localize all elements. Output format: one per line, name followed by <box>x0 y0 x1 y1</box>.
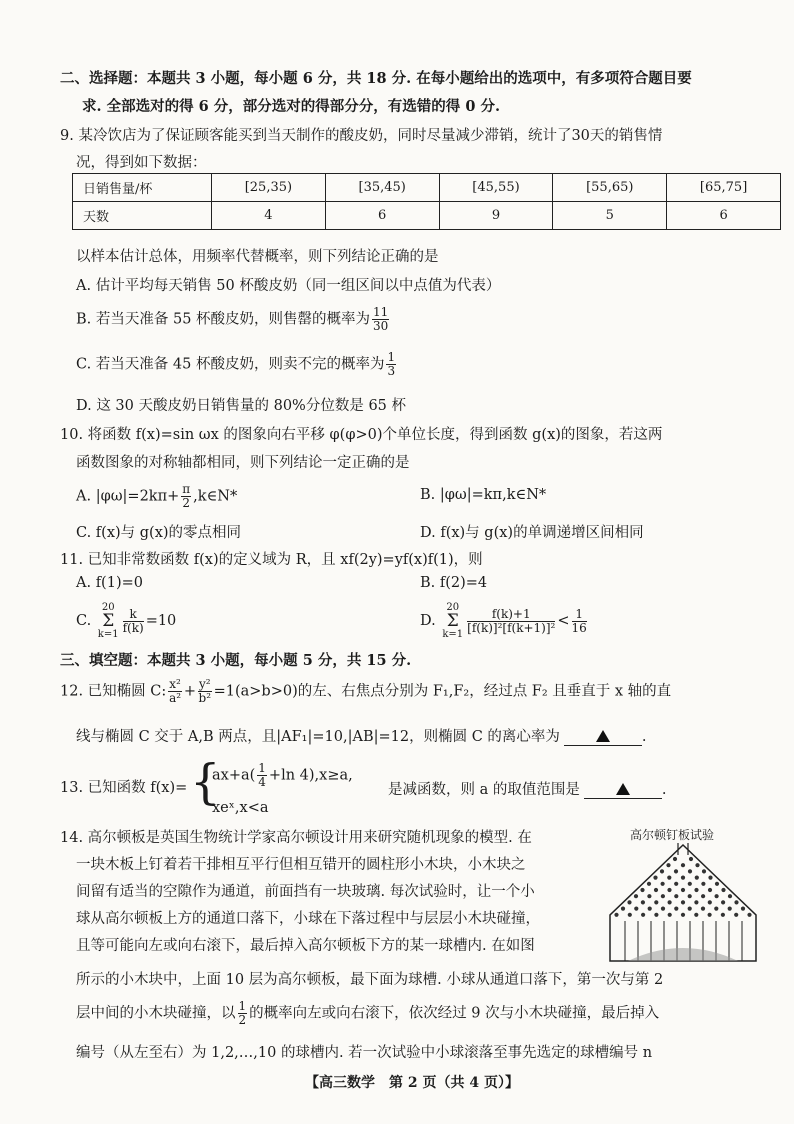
q11-option-c-label: C. <box>76 613 92 629</box>
q13-case1-post: +ln 4),x≥a, <box>268 767 353 784</box>
q11-line1: 11. 已知非常数函数 f(x)的定义域为 R，且 xf(2y)=yf(x)f(1)，则 <box>60 552 483 568</box>
fraction-num: 1 <box>258 761 266 775</box>
q14-line3: 间留有适当的空隙作为通道，前面挡有一块玻璃. 每次试验时，让一个小 <box>76 884 535 900</box>
table-cell: [25,35) <box>212 174 326 202</box>
q13-answer-blank[interactable] <box>584 782 662 799</box>
galton-peg <box>721 888 725 892</box>
q10-option-c: C. f(x)与 g(x)的零点相同 <box>76 525 242 541</box>
galton-figure-caption: 高尔顿钉板试验 <box>630 828 715 842</box>
q12-line1 <box>60 678 671 705</box>
q11-option-c-post: =10 <box>145 613 177 629</box>
galton-peg <box>674 869 678 873</box>
galton-peg <box>715 894 719 898</box>
q14-line7-post: 的概率向左或向右滚下，依次经过 9 次与小木块碰撞，最后掉入 <box>249 1005 660 1022</box>
galton-peg <box>641 900 645 904</box>
galton-peg <box>688 869 692 873</box>
q10-option-a-pre: A. |φω|=2kπ+ <box>76 488 180 505</box>
galton-peg <box>734 900 738 904</box>
table-row <box>73 174 781 202</box>
galton-peg <box>734 913 738 917</box>
q9-option-b <box>76 306 391 333</box>
q13-case1-fraction <box>257 762 267 789</box>
q13-pre: 13. 已知函数 f(x)= <box>60 780 188 796</box>
fraction-den: 16 <box>571 620 587 635</box>
q13-post-text: 是减函数，则 a 的取值范围是 <box>388 782 580 798</box>
fraction-num: π <box>182 482 191 496</box>
galton-board-figure <box>608 843 758 963</box>
galton-peg <box>728 907 732 911</box>
galton-peg <box>660 869 664 873</box>
galton-peg <box>673 857 677 861</box>
q14-half-fraction <box>238 1000 248 1027</box>
q11-option-d-rhs-fraction <box>572 608 587 635</box>
q13-post <box>388 778 666 799</box>
fraction-den: 3 <box>387 364 396 378</box>
table-cell: 日销售量/杯 <box>73 174 212 202</box>
galton-peg <box>695 876 699 880</box>
galton-peg <box>681 888 685 892</box>
galton-peg <box>708 900 712 904</box>
galton-peg <box>654 913 658 917</box>
galton-peg <box>694 900 698 904</box>
galton-peg <box>628 913 632 917</box>
galton-peg <box>702 869 706 873</box>
q9-option-d: D. 这 30 天酸皮奶日销售量的 80%分位数是 65 杯 <box>76 398 407 414</box>
galton-peg <box>689 857 693 861</box>
section3-heading: 三、填空题：本题共 3 小题，每小题 5 分，共 15 分. <box>60 652 412 669</box>
galton-peg <box>708 913 712 917</box>
q11-option-b: B. f(2)=4 <box>420 575 488 591</box>
galton-peg <box>641 913 645 917</box>
galton-peg <box>674 894 678 898</box>
galton-peg <box>674 882 678 886</box>
q11-option-d-post: < <box>557 613 570 629</box>
galton-peg <box>634 907 638 911</box>
q10-option-a <box>76 483 237 510</box>
galton-peg <box>653 876 657 880</box>
q9-option-c-text: C. 若当天准备 45 杯酸皮奶，则卖不完的概率为 <box>76 356 385 373</box>
q13-end: . <box>661 782 667 798</box>
table-cell: [55,65) <box>553 174 667 202</box>
q9-line1: 9. 某冷饮店为了保证顾客能买到当天制作的酸皮奶，同时尽量减少滞销，统计了30天的销售情 <box>60 128 663 144</box>
sigma-symbol: Σ <box>102 611 115 631</box>
galton-peg <box>701 907 705 911</box>
galton-peg <box>721 900 725 904</box>
q12-post: =1(a>b>0)的左、右焦点分别为 F₁,F₂，经过点 F₂ 且垂直于 x 轴的直 <box>213 683 672 700</box>
q14-line4: 球从高尔顿板上方的通道口落下，小球在下落过程中与层层小木块碰撞， <box>76 911 540 927</box>
table-cell: [35,45) <box>325 174 439 202</box>
q14-line2: 一块木板上钉着若干排相互平行但相互错开的圆柱形小木块，小木块之 <box>76 857 526 873</box>
galton-peg <box>648 907 652 911</box>
galton-peg <box>668 900 672 904</box>
q9-option-c <box>76 351 398 378</box>
triangle-marker-icon <box>596 730 610 742</box>
galton-peg <box>681 876 685 880</box>
q11-option-d-label: D. <box>420 613 436 629</box>
fraction-num: k <box>123 608 144 622</box>
q11-option-d-sum <box>442 602 463 640</box>
fraction-den: 2 <box>238 1013 247 1027</box>
galton-peg <box>661 907 665 911</box>
galton-peg <box>668 913 672 917</box>
sum-upper: 20 <box>101 602 115 613</box>
q12-answer-blank[interactable] <box>564 729 642 746</box>
q14-line1: 14. 高尔顿板是英国生物统计学家高尔顿设计用来研究随机现象的模型. 在 <box>60 830 532 846</box>
sigma-symbol: Σ <box>446 611 459 631</box>
galton-peg <box>654 888 658 892</box>
galton-peg <box>681 900 685 904</box>
galton-peg <box>614 913 618 917</box>
q13-brace: { <box>190 754 221 810</box>
fraction-den: b² <box>198 691 212 705</box>
galton-peg <box>627 900 631 904</box>
table-cell: [65,75] <box>667 174 781 202</box>
galton-peg <box>695 863 699 867</box>
galton-peg <box>647 894 651 898</box>
galton-peg <box>714 907 718 911</box>
galton-pegs <box>614 857 751 917</box>
galton-peg <box>654 900 658 904</box>
q10-line2: 函数图象的对称轴都相同，则下列结论一定正确的是 <box>76 455 410 471</box>
q9-prompt: 以样本估计总体，用频率代替概率，则下列结论正确的是 <box>76 249 439 265</box>
galton-peg <box>741 907 745 911</box>
galton-peg <box>708 888 712 892</box>
galton-peg <box>715 882 719 886</box>
q12-plus: + <box>183 683 196 700</box>
fraction-den: 30 <box>373 319 389 333</box>
fraction-den: 4 <box>258 775 266 789</box>
q10-option-a-post: ,k∈N* <box>193 488 238 505</box>
q12-end: . <box>641 729 647 745</box>
galton-peg <box>661 894 665 898</box>
galton-peg <box>667 888 671 892</box>
q14-line5: 且等可能向左或向右滚下，最后掉入高尔顿板下方的某一球槽内. 在如图 <box>76 938 535 954</box>
q12-pre: 12. 已知椭圆 C: <box>60 683 167 700</box>
galton-peg <box>681 863 685 867</box>
q14-line7 <box>76 1000 659 1027</box>
galton-peg <box>701 894 705 898</box>
galton-peg <box>688 894 692 898</box>
q11-option-c-fraction <box>123 608 144 635</box>
galton-peg <box>661 882 665 886</box>
fraction-den: a² <box>169 691 182 705</box>
q9-line2: 况，得到如下数据： <box>76 155 207 171</box>
q14-line8: 编号（从左至右）为 1,2,…,10 的球槽内. 若一次试验中小球滚落至事先选定的球槽编号 n <box>76 1045 653 1061</box>
fraction-num: y² <box>199 677 211 691</box>
fraction-den: f(k) <box>122 620 144 635</box>
q11-option-d-fraction <box>467 608 555 635</box>
galton-peg <box>694 888 698 892</box>
galton-peg <box>747 913 751 917</box>
q14-line7-pre: 层中间的小木块碰撞，以 <box>76 1005 236 1022</box>
q11-option-c-sum <box>98 602 119 640</box>
fraction-num: f(k)+1 <box>467 608 555 622</box>
table-cell: 5 <box>553 202 667 230</box>
triangle-marker-icon <box>616 783 630 795</box>
galton-peg <box>688 907 692 911</box>
q13-case1-pre: ax+a( <box>212 767 256 784</box>
q12-fraction-y <box>198 678 212 705</box>
table-cell: 4 <box>212 202 326 230</box>
q10-option-a-fraction <box>181 483 191 510</box>
galton-peg <box>621 907 625 911</box>
fraction-num: x² <box>169 677 181 691</box>
fraction-den: [f(k)]²[f(k+1)]² <box>467 620 556 635</box>
q14-line6: 所示的小木块中，上面 10 层为高尔顿板，最下面为球槽. 小球从通道口落下，第一次与第 2 <box>76 972 664 988</box>
sum-upper: 20 <box>446 602 460 613</box>
q9-sales-table <box>72 173 781 230</box>
galton-peg <box>721 913 725 917</box>
q10-option-d: D. f(x)与 g(x)的单调递增区间相同 <box>420 525 644 541</box>
q12-line2-text: 线与椭圆 C 交于 A,B 两点，且|AF₁|=10,|AB|=12，则椭圆 C 的离心率为 <box>76 729 560 745</box>
galton-peg <box>701 882 705 886</box>
q9-option-b-text: B. 若当天准备 55 杯酸皮奶，则售罄的概率为 <box>76 311 371 328</box>
galton-peg <box>694 913 698 917</box>
q13-case1 <box>212 762 353 789</box>
q11-option-c <box>76 602 176 640</box>
q11-option-a: A. f(1)=0 <box>76 575 143 591</box>
table-cell: 9 <box>439 202 553 230</box>
galton-peg <box>674 907 678 911</box>
fraction-num: 1 <box>238 999 247 1013</box>
table-cell: 天数 <box>73 202 212 230</box>
galton-peg <box>681 913 685 917</box>
fraction-den: 2 <box>182 496 191 510</box>
galton-peg <box>688 882 692 886</box>
q12-line2 <box>76 725 647 746</box>
table-cell: 6 <box>325 202 439 230</box>
page-footer: 【高三数学 第 2 页（共 4 页）】 <box>305 1075 519 1091</box>
galton-peg <box>634 894 638 898</box>
q9-option-a: A. 估计平均每天销售 50 杯酸皮奶（同一组区间以中点值为代表） <box>76 278 501 294</box>
q9-option-b-fraction <box>372 306 389 333</box>
fraction-num: 11 <box>373 305 389 319</box>
sum-lower: k=1 <box>97 629 119 640</box>
galton-peg <box>666 863 670 867</box>
table-row <box>73 202 781 230</box>
q11-option-d <box>420 602 589 640</box>
galton-peg <box>667 876 671 880</box>
fraction-num: 1 <box>572 608 587 622</box>
table-cell: [45,55) <box>439 174 553 202</box>
galton-peg <box>640 888 644 892</box>
fraction-num: 1 <box>387 350 396 364</box>
galton-peg <box>708 876 712 880</box>
section2-heading-line2: 求. 全部选对的得 6 分，部分选对的得部分分，有选错的得 0 分. <box>82 98 501 115</box>
galton-peg <box>728 894 732 898</box>
q12-fraction-x <box>168 678 182 705</box>
galton-ball-pile <box>628 948 738 961</box>
galton-peg <box>647 882 651 886</box>
q10-option-b: B. |φω|=kπ,k∈N* <box>420 487 547 503</box>
q10-line1: 10. 将函数 f(x)=sin ωx 的图象向右平移 φ(φ>0)个单位长度，得到函数 g(x)的图象，若这两 <box>60 427 663 443</box>
section2-heading-line1: 二、选择题：本题共 3 小题，每小题 6 分，共 18 分. 在每小题给出的选项中，有多项符合题目要 <box>60 70 692 87</box>
table-cell: 6 <box>667 202 781 230</box>
sum-lower: k=1 <box>442 629 464 640</box>
q13-case2: xeˣ,x<a <box>212 800 269 816</box>
q9-option-c-fraction <box>386 351 396 378</box>
